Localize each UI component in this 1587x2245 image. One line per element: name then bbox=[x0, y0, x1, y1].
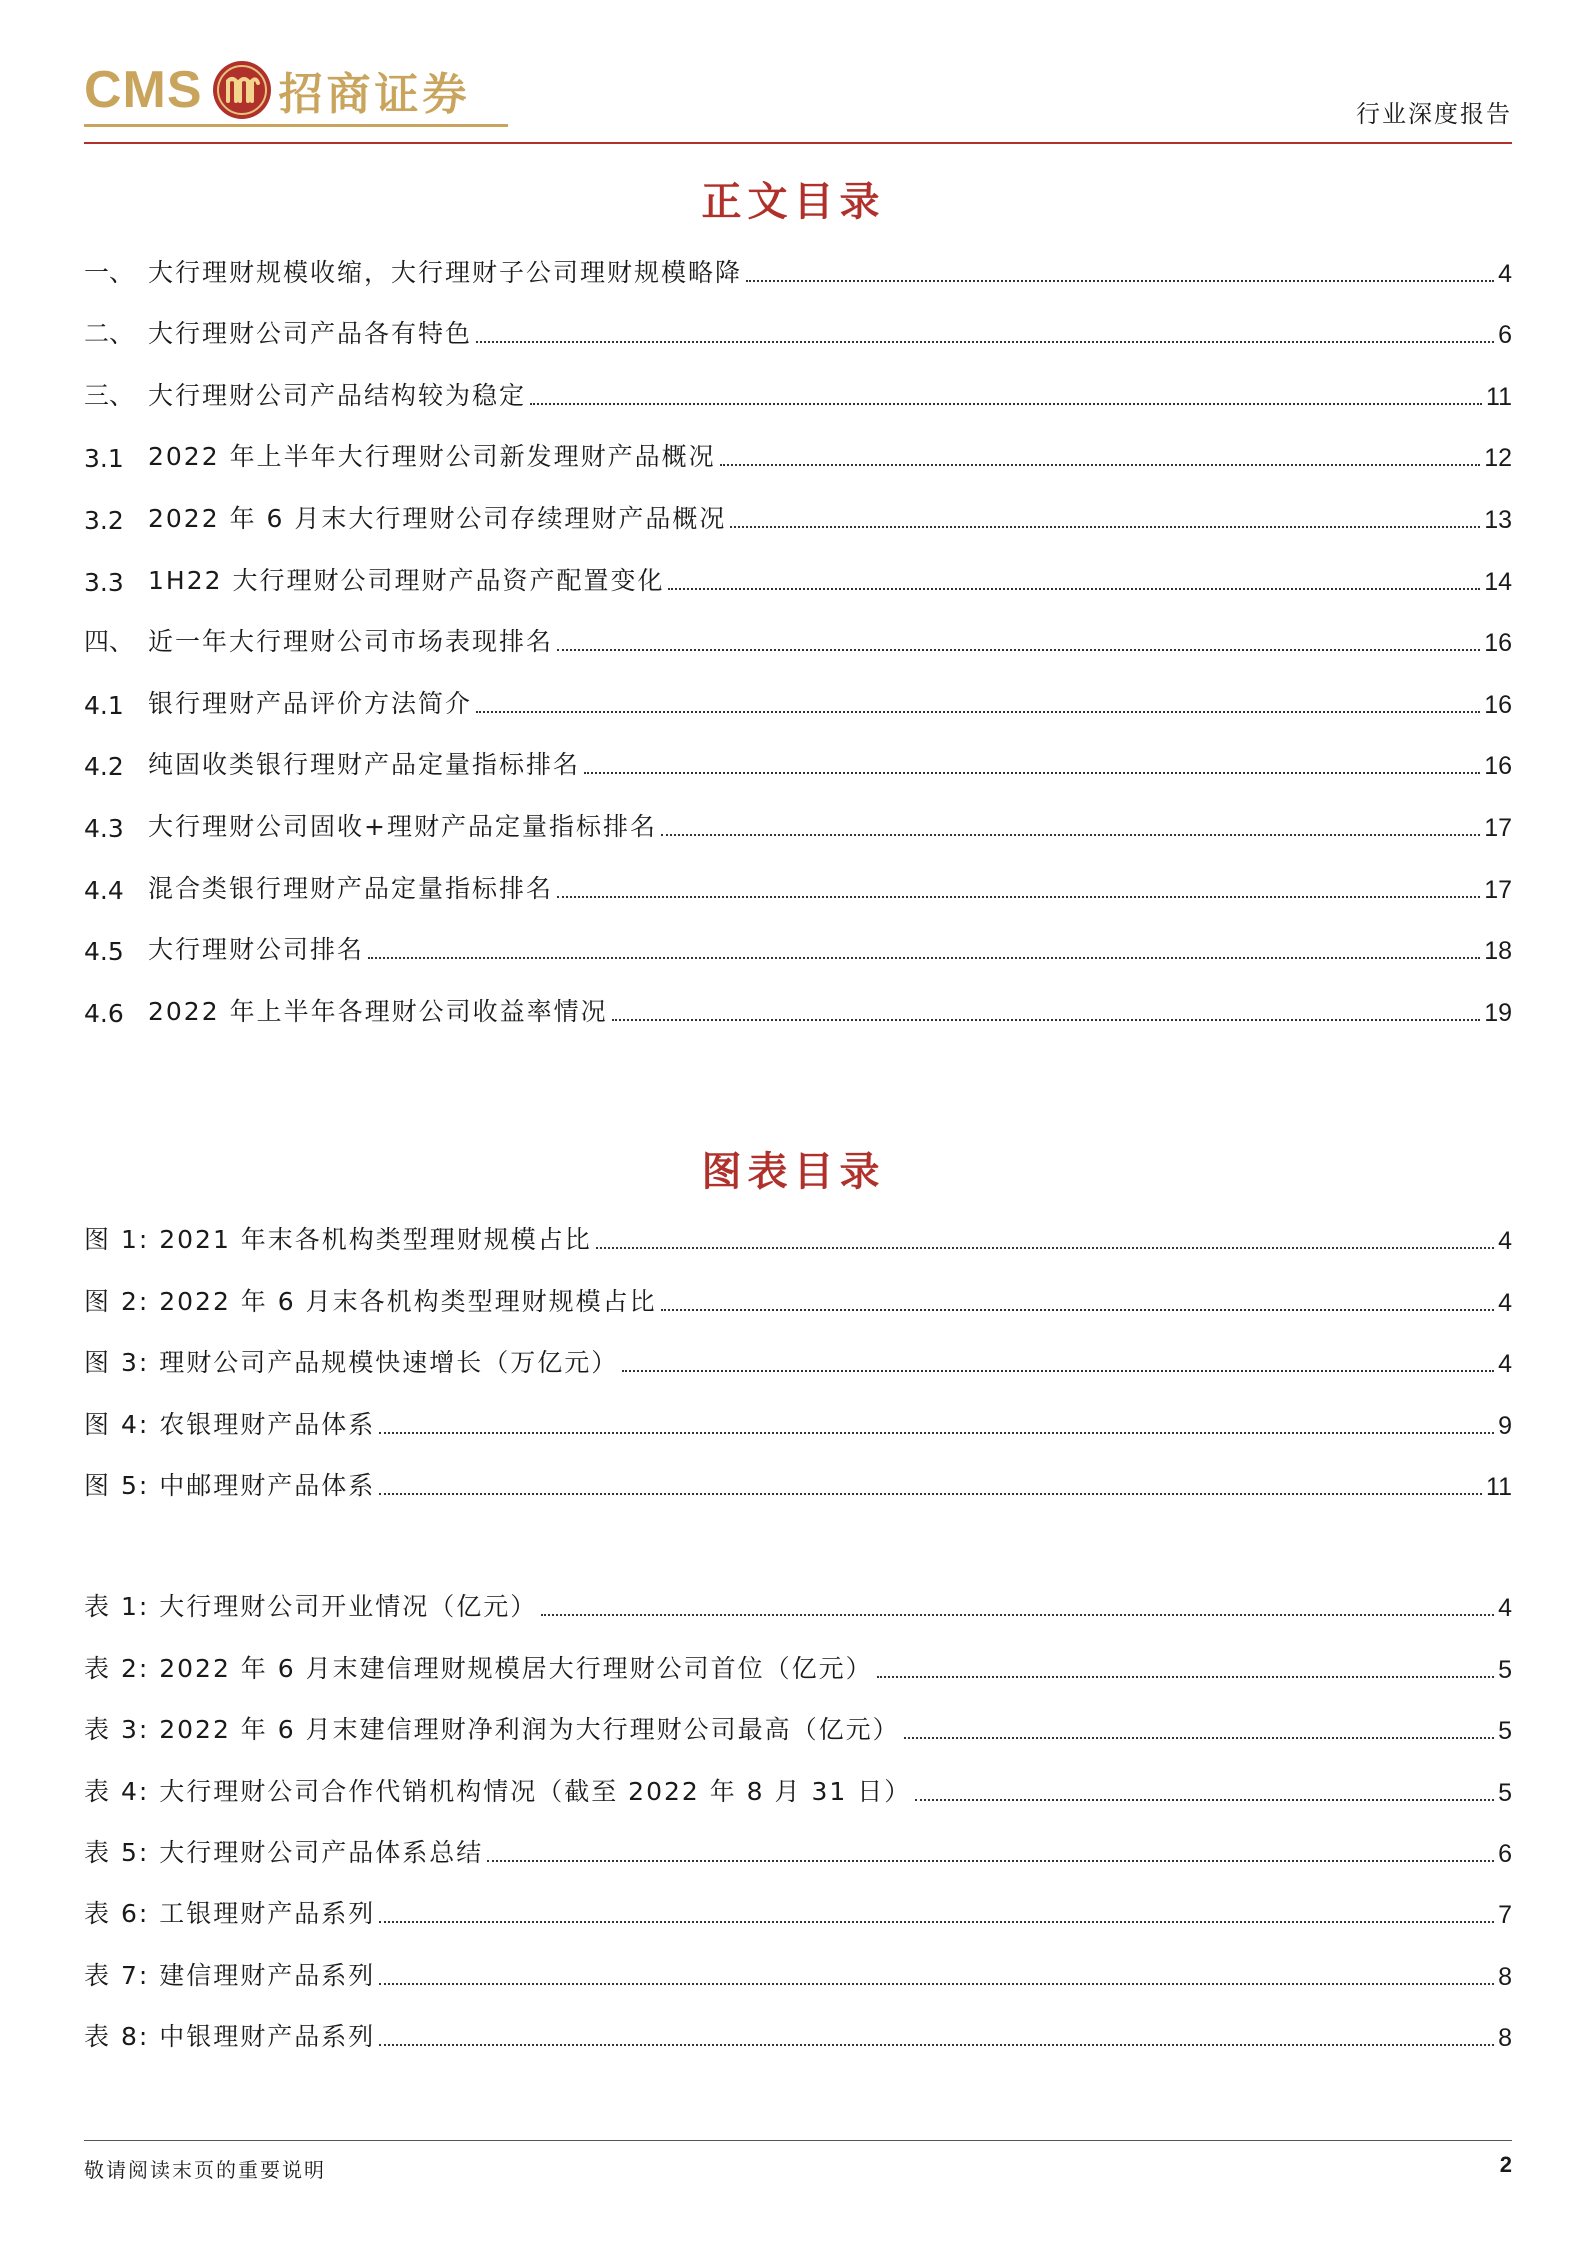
toc-entry[interactable] bbox=[84, 1869, 1512, 1930]
toc-dot-leader bbox=[746, 279, 1494, 282]
toc-entry-page: 16 bbox=[1484, 629, 1512, 658]
toc-entry-label: 大行理财公司固收+理财产品定量指标排名 bbox=[148, 811, 657, 841]
logo-chinese-text: 招商证券 bbox=[278, 69, 471, 120]
toc-dot-leader bbox=[530, 402, 1482, 405]
toc-entry-label: 2022 年上半年大行理财公司新发理财产品概况 bbox=[148, 442, 716, 472]
toc-entry-label: 表 1: 大行理财公司开业情况（亿元） bbox=[84, 1592, 538, 1622]
toc-entry-label: 大行理财公司产品结构较为稳定 bbox=[148, 380, 527, 410]
toc-entry[interactable] bbox=[84, 1623, 1512, 1684]
toc-entry-label: 2022 年上半年各理财公司收益率情况 bbox=[148, 996, 608, 1026]
toc-dot-leader bbox=[368, 956, 1480, 959]
toc-entry-page: 4 bbox=[1498, 1227, 1512, 1256]
toc-entry-number: 4.3 bbox=[84, 813, 124, 843]
toc-entry-number: 三、 bbox=[84, 380, 135, 410]
toc-entry-page: 8 bbox=[1498, 2024, 1512, 2053]
toc-dot-leader bbox=[612, 1018, 1481, 1021]
toc-entry-page: 17 bbox=[1484, 875, 1512, 904]
toc-dot-leader bbox=[915, 1798, 1494, 1801]
footer-note: 敬请阅读末页的重要说明 bbox=[84, 2158, 326, 2182]
toc-entry[interactable] bbox=[84, 1441, 1512, 1502]
toc-entry-number: 3.2 bbox=[84, 505, 124, 535]
toc-entry-page: 17 bbox=[1484, 813, 1512, 842]
toc-entry-page: 5 bbox=[1498, 1655, 1512, 1684]
toc-entry[interactable] bbox=[84, 412, 1512, 474]
toc-entry[interactable] bbox=[84, 227, 1512, 289]
toc-entry[interactable] bbox=[84, 1685, 1512, 1746]
toc-entry-number: 二、 bbox=[84, 319, 135, 349]
chart-toc-title: 图表目录 bbox=[701, 1148, 886, 1195]
toc-entry[interactable] bbox=[84, 597, 1512, 659]
toc-entry-number: 4.2 bbox=[84, 752, 124, 782]
toc-entry[interactable] bbox=[84, 1746, 1512, 1807]
main-toc-title: 正文目录 bbox=[701, 178, 886, 225]
toc-entry[interactable] bbox=[84, 1195, 1512, 1256]
toc-entry[interactable] bbox=[84, 1256, 1512, 1317]
toc-entry-page: 5 bbox=[1498, 1778, 1512, 1807]
toc-entry-number: 4.5 bbox=[84, 937, 124, 967]
logo-emblem-icon bbox=[211, 59, 273, 121]
toc-dot-leader bbox=[379, 1431, 1494, 1434]
toc-dot-leader bbox=[661, 1308, 1495, 1311]
toc-entry-page: 7 bbox=[1498, 1901, 1512, 1930]
toc-entry-label: 图 1: 2021 年末各机构类型理财规模占比 bbox=[84, 1225, 592, 1255]
toc-dot-leader bbox=[904, 1736, 1495, 1739]
toc-dot-leader bbox=[379, 1982, 1494, 1985]
toc-dot-leader bbox=[541, 1613, 1494, 1616]
toc-entry-page: 4 bbox=[1498, 1350, 1512, 1379]
toc-entry[interactable] bbox=[84, 1808, 1512, 1869]
main-toc-list bbox=[84, 227, 1512, 1028]
toc-entry-page: 4 bbox=[1498, 259, 1512, 288]
toc-entry-number: 4.4 bbox=[84, 875, 124, 905]
toc-dot-leader bbox=[720, 463, 1481, 466]
toc-dot-leader bbox=[877, 1675, 1495, 1678]
toc-dot-leader bbox=[379, 2043, 1494, 2046]
toc-entry-label: 表 8: 中银理财产品系列 bbox=[84, 2022, 376, 2052]
toc-entry[interactable] bbox=[84, 289, 1512, 351]
toc-entry-label: 表 2: 2022 年 6 月末建信理财规模居大行理财公司首位（亿元） bbox=[84, 1653, 873, 1683]
toc-entry-page: 18 bbox=[1484, 937, 1512, 966]
toc-entry[interactable] bbox=[84, 966, 1512, 1028]
toc-entry-label: 混合类银行理财产品定量指标排名 bbox=[148, 873, 554, 903]
toc-entry-page: 8 bbox=[1498, 1962, 1512, 1991]
toc-entry-page: 19 bbox=[1484, 998, 1512, 1027]
toc-entry[interactable] bbox=[84, 473, 1512, 535]
toc-entry[interactable] bbox=[84, 720, 1512, 782]
toc-entry-label: 近一年大行理财公司市场表现排名 bbox=[148, 627, 554, 657]
toc-entry-label: 图 3: 理财公司产品规模快速增长（万亿元） bbox=[84, 1348, 619, 1378]
toc-entry-page: 4 bbox=[1498, 1594, 1512, 1623]
company-logo bbox=[84, 58, 471, 122]
toc-entry-number: 3.1 bbox=[84, 444, 124, 474]
toc-entry[interactable] bbox=[84, 1318, 1512, 1379]
report-type: 行业深度报告 bbox=[1356, 100, 1512, 128]
toc-entry-page: 13 bbox=[1484, 505, 1512, 534]
toc-entry-page: 14 bbox=[1484, 567, 1512, 596]
toc-entry-page: 5 bbox=[1498, 1717, 1512, 1746]
toc-dot-leader bbox=[596, 1246, 1494, 1249]
toc-entry[interactable] bbox=[84, 1562, 1512, 1623]
toc-entry-number: 4.6 bbox=[84, 998, 124, 1028]
toc-entry-number: 一、 bbox=[84, 257, 135, 287]
page-header bbox=[84, 50, 1512, 146]
toc-entry-page: 12 bbox=[1484, 444, 1512, 473]
toc-dot-leader bbox=[730, 525, 1480, 528]
toc-entry-label: 大行理财公司排名 bbox=[148, 935, 365, 965]
toc-entry-label: 表 4: 大行理财公司合作代销机构情况（截至 2022 年 8 月 31 日） bbox=[84, 1776, 912, 1806]
toc-entry-number: 四、 bbox=[84, 627, 135, 657]
toc-entry[interactable] bbox=[84, 843, 1512, 905]
toc-dot-leader bbox=[487, 1859, 1494, 1862]
figure-toc-list bbox=[84, 1195, 1512, 1502]
toc-entry-label: 图 4: 农银理财产品体系 bbox=[84, 1409, 376, 1439]
table-toc-list bbox=[84, 1562, 1512, 2053]
toc-entry[interactable] bbox=[84, 905, 1512, 967]
toc-entry-label: 大行理财公司产品各有特色 bbox=[148, 319, 473, 349]
footer-divider bbox=[84, 2140, 1512, 2141]
toc-entry-number: 4.1 bbox=[84, 690, 124, 720]
toc-dot-leader bbox=[379, 1920, 1494, 1923]
toc-dot-leader bbox=[668, 587, 1480, 590]
toc-entry-page: 4 bbox=[1498, 1288, 1512, 1317]
toc-dot-leader bbox=[476, 710, 1480, 713]
toc-entry-page: 11 bbox=[1486, 1472, 1512, 1501]
logo-underline bbox=[84, 124, 508, 127]
toc-entry-page: 9 bbox=[1498, 1411, 1512, 1440]
toc-entry-label: 纯固收类银行理财产品定量指标排名 bbox=[148, 750, 581, 780]
logo-latin-text: CMS bbox=[84, 61, 203, 119]
toc-dot-leader bbox=[584, 771, 1480, 774]
toc-entry-number: 3.3 bbox=[84, 567, 124, 597]
header-divider bbox=[84, 142, 1512, 144]
toc-entry-label: 图 2: 2022 年 6 月末各机构类型理财规模占比 bbox=[84, 1286, 657, 1316]
toc-entry-page: 6 bbox=[1498, 321, 1512, 350]
toc-entry-label: 银行理财产品评价方法简介 bbox=[148, 688, 473, 718]
toc-entry[interactable] bbox=[84, 350, 1512, 412]
toc-entry-label: 大行理财规模收缩，大行理财子公司理财规模略降 bbox=[148, 257, 743, 287]
toc-entry-label: 表 6: 工银理财产品系列 bbox=[84, 1899, 376, 1929]
toc-dot-leader bbox=[557, 895, 1480, 898]
toc-entry-page: 16 bbox=[1484, 752, 1512, 781]
toc-dot-leader bbox=[476, 340, 1494, 343]
toc-entry[interactable] bbox=[84, 781, 1512, 843]
toc-dot-leader bbox=[379, 1492, 1482, 1495]
page-number: 2 bbox=[1499, 2152, 1512, 2177]
toc-entry[interactable] bbox=[84, 1992, 1512, 2053]
toc-dot-leader bbox=[661, 833, 1480, 836]
toc-entry-label: 表 3: 2022 年 6 月末建信理财净利润为大行理财公司最高（亿元） bbox=[84, 1715, 900, 1745]
toc-entry-label: 表 7: 建信理财产品系列 bbox=[84, 1960, 376, 1990]
toc-entry-page: 6 bbox=[1498, 1839, 1512, 1868]
toc-entry-label: 表 5: 大行理财公司产品体系总结 bbox=[84, 1837, 484, 1867]
toc-entry-label: 1H22 大行理财公司理财产品资产配置变化 bbox=[148, 565, 665, 595]
toc-dot-leader bbox=[622, 1369, 1494, 1372]
toc-entry[interactable] bbox=[84, 1379, 1512, 1440]
toc-dot-leader bbox=[557, 648, 1480, 651]
toc-entry-label: 2022 年 6 月末大行理财公司存续理财产品概况 bbox=[148, 503, 727, 533]
toc-entry[interactable] bbox=[84, 535, 1512, 597]
toc-entry-page: 16 bbox=[1484, 690, 1512, 719]
toc-entry[interactable] bbox=[84, 658, 1512, 720]
toc-entry-page: 11 bbox=[1486, 382, 1512, 411]
toc-entry[interactable] bbox=[84, 1930, 1512, 1991]
toc-entry-label: 图 5: 中邮理财产品体系 bbox=[84, 1470, 376, 1500]
